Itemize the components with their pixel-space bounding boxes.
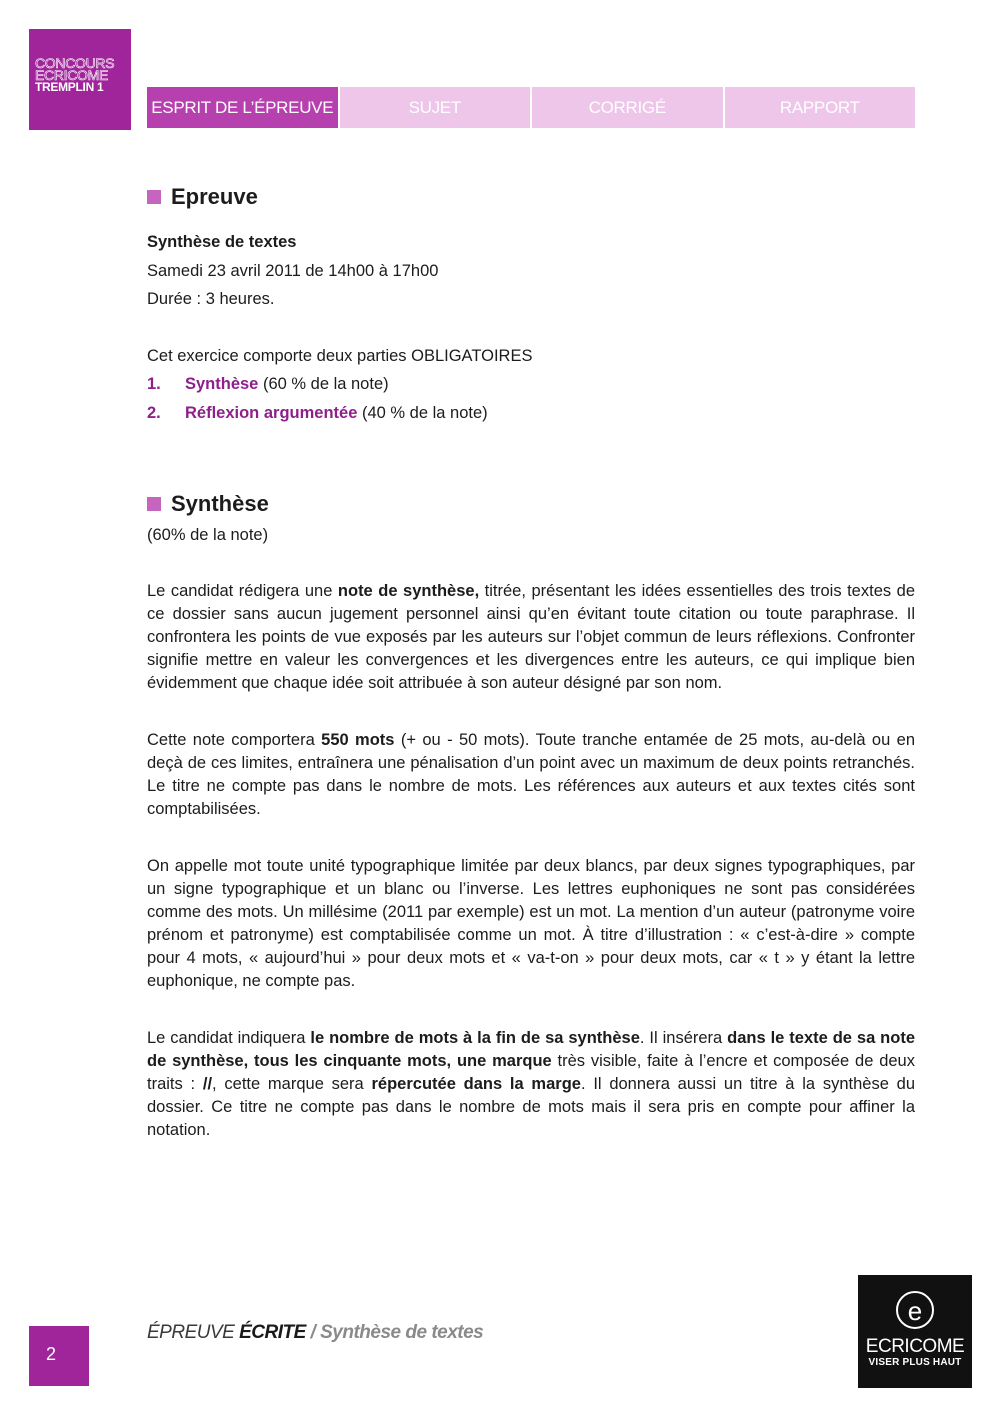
- epreuve-date: Samedi 23 avril 2011 de 14h00 à 17h00: [147, 261, 439, 280]
- square-bullet-icon: [147, 190, 161, 204]
- tab-rapport[interactable]: RAPPORT: [725, 87, 916, 128]
- logo-line-ecricome: ECRICOME: [35, 67, 109, 83]
- paragraph-word-count: Cette note comportera 550 mots (+ ou - 50 mots). Toute tranche entamée de 25 mots, au-delà ou en deçà de ces limites, entraînera une pénalisation d’un point avec un maximum de deux points retranchés. Le titre ne compte pas dans le nombre de mots. Les références aux auteurs et aux textes cités sont comptabilisées.: [147, 730, 915, 818]
- list-item: [147, 399, 915, 428]
- synthese-heading: [147, 487, 915, 521]
- tab-corrige[interactable]: CORRIGÉ: [532, 87, 723, 128]
- section-tabs: [147, 87, 915, 128]
- paragraph-word-definition: On appelle mot toute unité typographique limitée par deux blancs, par deux signes typographiques, par un signe typographique et un blanc ou l’inverse. Les lettres euphoniques ne sont pas considérées comme des mots. Un millésime (2011 par exemple) est un mot. La mention d’un auteur (patronyme voire prénom et patronyme) est comptabilisée comme un mot. À titre d’illustration : « c’est-à-dire » compte pour 4 mots, « aujourd’hui » pour deux mots et « va-t-on » pour deux mots, car « t » y étant la lettre euphonique, ne compte pas.: [147, 856, 915, 990]
- epreuve-duration: Durée : 3 heures.: [147, 290, 275, 308]
- part-number: 1.: [147, 375, 161, 393]
- brand-tagline: VISER PLUS HAUT: [868, 1357, 962, 1368]
- synthese-weight: (60% de la note): [147, 526, 269, 544]
- part-note: (60 % de la note): [258, 375, 389, 393]
- epreuve-title: Epreuve: [171, 184, 258, 209]
- paragraph-marking-instructions: Le candidat indiquera le nombre de mots à la fin de sa synthèse. Il insérera dans le texte de sa note de synthèse, tous les cinquante mots, une marque très visible, faite à l’encre et composée de deux traits : //, cette marque sera répercutée dans la marge. Il donnera aussi un titre à la synthèse du dossier. Ce titre ne compte pas dans le nombre de mots mais il sera pris en compte pour affiner la notation.: [147, 1028, 916, 1139]
- parts-list: [147, 370, 915, 427]
- list-item: [147, 370, 915, 399]
- part-name: Réflexion argumentée: [185, 403, 358, 422]
- synthese-title: Synthèse: [171, 491, 269, 516]
- paragraph-note-synthese: Le candidat rédigera une note de synthèse, titrée, présentant les idées essentielles des trois textes de ce dossier sans aucun jugement personnel ainsi qu’en évitant toute citation ou toute paraphrase. Il confrontera les points de vue exposés par les auteurs sur l’objet commun de leurs réflexions. Confronter signifie mettre en valeur les convergences et les divergences entre les auteurs, ce qui implique bien évidemment que chaque idée soit attribuée à son auteur désigné par son nom.: [147, 581, 915, 692]
- concours-logo: [29, 29, 131, 130]
- main-content: [147, 180, 915, 1142]
- tab-sujet[interactable]: SUJET: [340, 87, 531, 128]
- epreuve-heading: [147, 180, 915, 214]
- square-bullet-icon: [147, 497, 161, 511]
- tab-esprit-epreuve[interactable]: ESPRIT DE L’ÉPREUVE: [147, 87, 338, 128]
- ecricome-e-icon: e: [896, 1291, 934, 1329]
- part-number: 2.: [147, 403, 161, 422]
- epreuve-intro: Cet exercice comporte deux parties OBLIGATOIRES: [147, 346, 533, 365]
- brand-name: ECRICOME: [865, 1336, 965, 1357]
- logo-line-concours: CONCOURS: [35, 55, 115, 71]
- ecricome-logo: [858, 1275, 972, 1388]
- epreuve-subject: Synthèse de textes: [147, 233, 297, 251]
- footer-title: ÉPREUVE ÉCRITE / Synthèse de textes: [147, 1322, 484, 1343]
- part-note: (40 % de la note): [357, 403, 488, 422]
- part-name: Synthèse: [185, 375, 259, 393]
- page-number: 2: [29, 1326, 89, 1386]
- logo-line-tremplin: TREMPLIN 1: [35, 80, 104, 94]
